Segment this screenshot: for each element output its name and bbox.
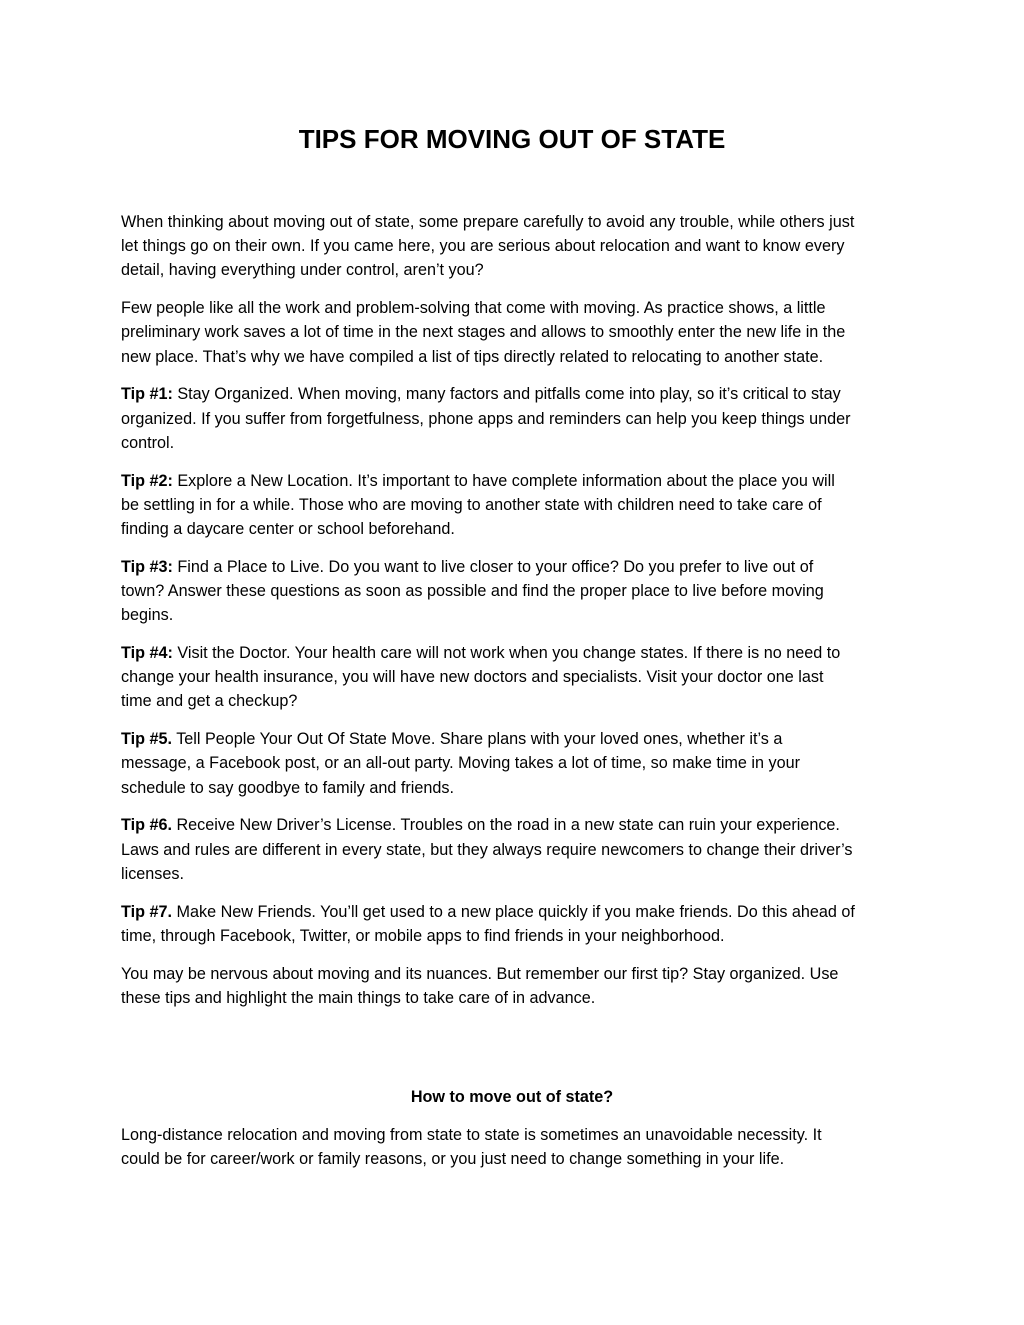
tip-paragraph-3 (121, 555, 856, 628)
tip-label: Tip #6. (121, 816, 172, 835)
section-heading: How to move out of state? (410, 1088, 614, 1106)
intro-paragraph-2: Few people like all the work and problem-solving that come with moving. As practice shows, a little preliminary work saves a lot of time in the next stages and allows to smoothly enter the new life in the new place. That’s why we have compiled a list of tips directly related to relocating to another state. (121, 299, 846, 366)
document-title: TIPS FOR MOVING OUT OF STATE (298, 124, 726, 154)
tip-label: Tip #5. (121, 730, 172, 749)
intro-paragraph-1: When thinking about moving out of state, some prepare carefully to avoid any trouble, while others just let things go on their own. If you came here, you are serious about relocation and want to know every detail, having everything under control, aren’t you? (121, 213, 855, 280)
outro-paragraph: You may be nervous about moving and its nuances. But remember our first tip? Stay organized. Use these tips and highlight the main things to take care of in advance. (121, 964, 839, 1007)
tip-text: Receive New Driver’s License. Troubles on the road in a new state can ruin your experience. Laws and rules are different in every state, but they always require newcomers to change their driver’s licenses. (121, 816, 853, 883)
tip-label: Tip #1: (121, 385, 173, 404)
tip-text: Visit the Doctor. Your health care will not work when you change states. If there is no need to change your health insurance, you will have new doctors and specialists. Visit your doctor one last time and get a checkup? (121, 644, 841, 711)
tip-paragraph-2 (121, 469, 856, 542)
tip-text: Explore a New Location. It’s important to have complete information about the place you will be settling in for a while. Those who are moving to another state with children need to take care of finding a daycare center or school beforehand. (121, 471, 835, 539)
tip-text: Find a Place to Live. Do you want to live closer to your office? Do you prefer to live out of town? Answer these questions as soon as possible and find the proper place to live before moving begins. (121, 557, 824, 625)
tip-paragraph-6 (121, 813, 856, 886)
tip-text: Tell People Your Out Of State Move. Share plans with your loved ones, whether it’s a message, a Facebook post, or an all-out party. Moving takes a lot of time, so make time in your schedule to say goodbye to family and friends. (121, 730, 800, 797)
tip-text: Stay Organized. When moving, many factors and pitfalls come into play, so it’s critical to stay organized. If you suffer from forgetfulness, phone apps and reminders can help you keep things under control. (121, 385, 851, 452)
tip-paragraph-7 (121, 900, 856, 948)
tip-paragraph-4 (121, 641, 856, 714)
tip-paragraph-5 (121, 727, 856, 800)
tip-paragraph-1 (121, 382, 856, 455)
tip-label: Tip #4: (121, 644, 173, 663)
tip-label: Tip #7. (121, 902, 172, 921)
tip-label: Tip #2: (121, 471, 173, 490)
tip-label: Tip #3: (121, 557, 173, 576)
document-body (121, 210, 856, 1024)
tip-text: Make New Friends. You’ll get used to a new place quickly if you make friends. Do this ahead of time, through Facebook, Twitter, or mobile apps to find friends in your neighborhood. (121, 902, 855, 945)
closing-paragraph: Long-distance relocation and moving from state to state is sometimes an unavoidable necessity. It could be for career/work or family reasons, or you just need to change something in your life. (121, 1126, 822, 1169)
